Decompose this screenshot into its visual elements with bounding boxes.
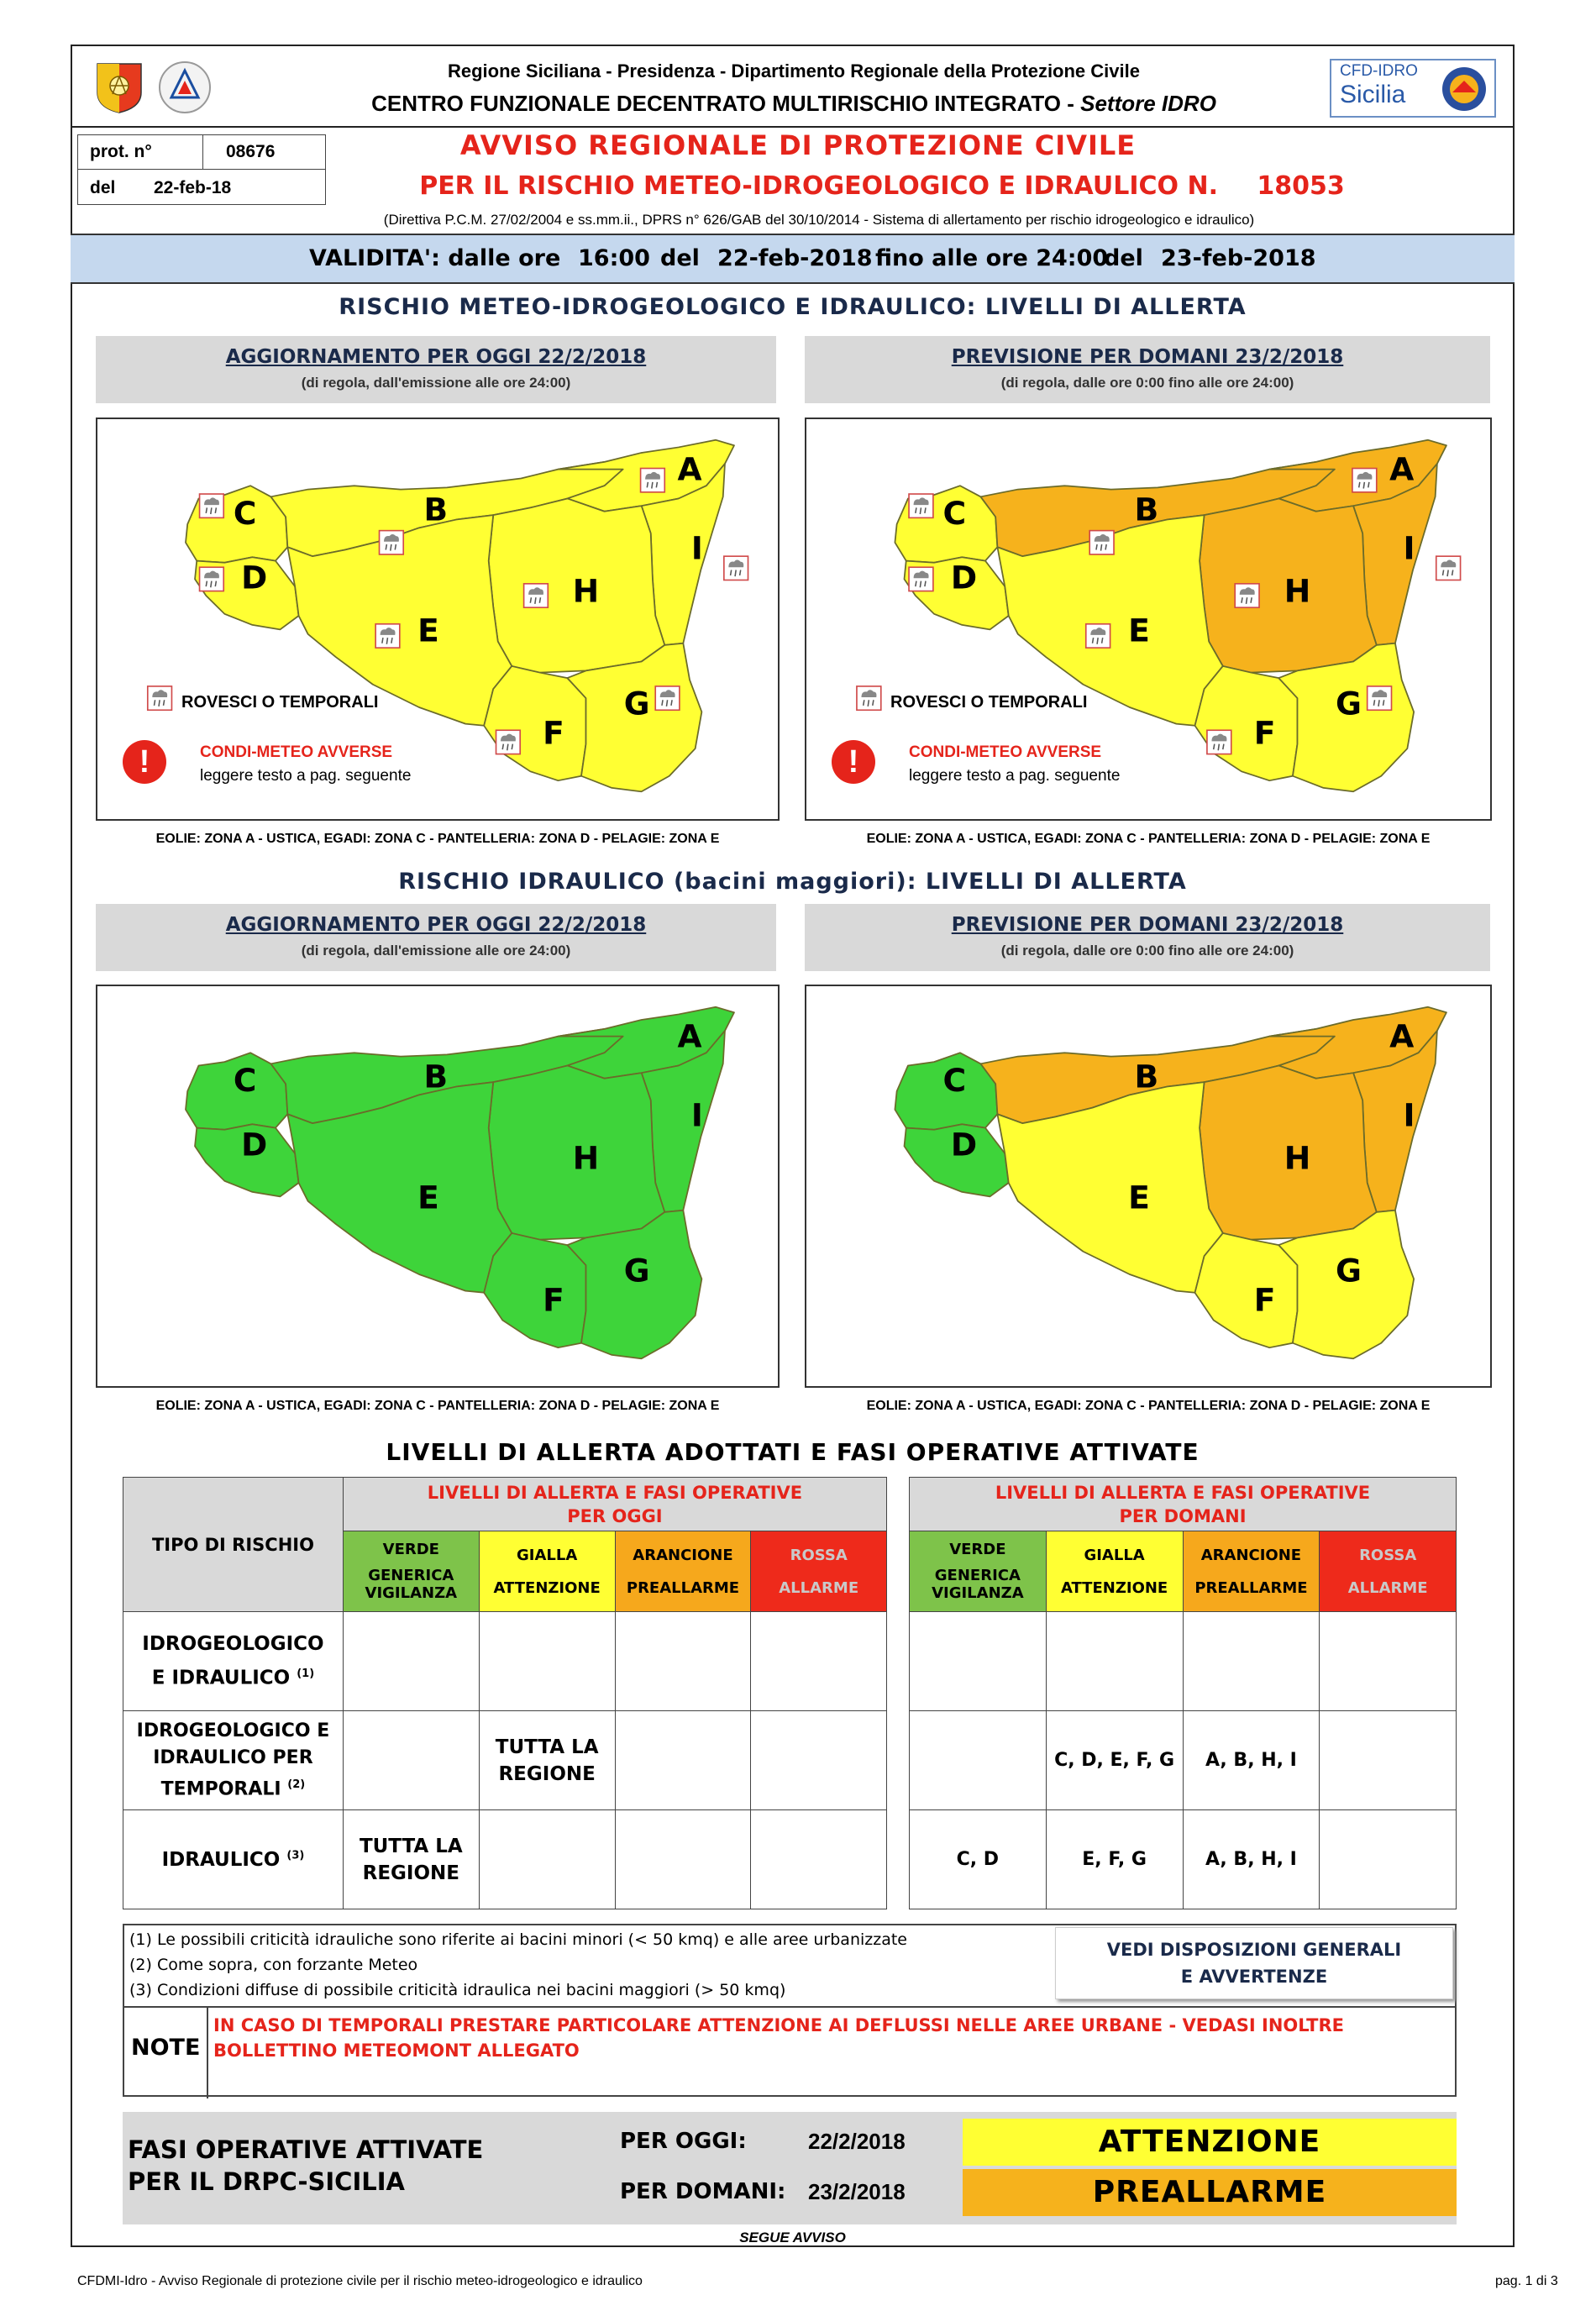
zone-label-b: B <box>1134 491 1159 528</box>
zone-label-i: I <box>1403 1096 1415 1134</box>
sicily-map <box>806 986 1490 1386</box>
avviso-number: 18053 <box>1257 171 1345 201</box>
footnote-3: (3) Condizioni diffuse di possibile criticità idraulica nei bacini maggiori (> 50 kmq) <box>129 1981 786 1999</box>
validity-del2: del <box>1104 245 1143 271</box>
zone-label-d: D <box>950 559 978 596</box>
validity-start-date: 22-feb-2018 <box>717 245 873 271</box>
s1-today-title: AGGIORNAMENTO PER OGGI 22/2/2018 <box>225 346 647 368</box>
cell <box>751 1810 887 1909</box>
row-label: IDRAULICO $^{(3)}$ <box>123 1810 344 1909</box>
storm-icon <box>909 494 933 517</box>
domani-header-line1: LIVELLI DI ALLERTA E FASI OPERATIVE <box>995 1482 1371 1503</box>
validity-end-label: fino alle ore 24:00 <box>875 245 1109 271</box>
storm-icon <box>375 624 400 648</box>
cell <box>751 1711 887 1810</box>
cell <box>910 1612 1047 1711</box>
sector-name: Settore IDRO <box>1080 91 1216 116</box>
fasi-oggi-phase: ATTENZIONE <box>963 2119 1457 2166</box>
zone-label-i: I <box>690 1096 703 1134</box>
s1-tomorrow-header <box>805 336 1490 403</box>
adverse-icon: ! <box>123 740 166 784</box>
title-line-2 <box>336 171 1428 201</box>
prot-number: 08676 <box>226 142 276 161</box>
storm-icon <box>1368 686 1392 710</box>
s1-islands-note-tomorrow: EOLIE: ZONA A - USTICA, EGADI: ZONA C - PANTELLERIA: ZONA D - PELAGIE: ZONA E <box>866 832 1431 846</box>
s2-tomorrow-sub: (di regola, dalle ore 0:00 fino alle ore 24:00) <box>1000 943 1294 959</box>
sicily-map <box>97 986 778 1386</box>
map-meteo-tomorrow <box>805 418 1492 821</box>
storm-icon <box>909 567 933 591</box>
fasi-domani-label: PER DOMANI: <box>620 2179 786 2204</box>
levels-table-title: LIVELLI DI ALLERTA ADOTTATI E FASI OPERATIVE ATTIVATE <box>386 1438 1200 1466</box>
oggi-header-line1: LIVELLI DI ALLERTA E FASI OPERATIVE <box>427 1482 803 1503</box>
cfd-idro-logo <box>1330 59 1496 118</box>
footnote-2: (2) Come sopra, con forzante Meteo <box>129 1956 418 1974</box>
s2-today-header <box>96 904 776 971</box>
note-text: IN CASO DI TEMPORALI PRESTARE PARTICOLARE ATTENZIONE AI DEFLUSSI NELLE AREE URBANE - VEDASI INOLTRE BOLLETTINO METEOMONT ALLEGATO <box>213 2015 1344 2061</box>
cell <box>1046 1612 1183 1711</box>
disposizioni-line2: E AVVERTENZE <box>1180 1967 1328 1987</box>
org-line: Regione Siciliana - Presidenza - Dipartimento Regionale della Protezione Civile <box>448 60 1140 81</box>
cell <box>343 1711 479 1810</box>
storm-icon <box>1086 624 1110 648</box>
zone-label-i: I <box>1403 529 1415 567</box>
cell: C, D, E, F, G <box>1046 1711 1183 1810</box>
tipo-rischio-header: TIPO DI RISCHIO <box>123 1478 344 1612</box>
storm-icon <box>724 556 748 580</box>
validity-end-date: 23-feb-2018 <box>1161 245 1316 271</box>
zone-label-c: C <box>233 495 257 532</box>
zone-label-d: D <box>950 1126 978 1163</box>
fasi-domani-phase: PREALLARME <box>963 2169 1457 2216</box>
s1-islands-note-today: EOLIE: ZONA A - USTICA, EGADI: ZONA C - PANTELLERIA: ZONA D - PELAGIE: ZONA E <box>155 832 720 846</box>
zone-label-f: F <box>1253 714 1276 752</box>
zone-label-d: D <box>241 1126 268 1163</box>
title-line-2-text: PER IL RISCHIO METEO-IDROGEOLOGICO E IDRAULICO N. <box>419 171 1218 201</box>
zone-label-g: G <box>1336 685 1362 722</box>
adverse-label: CONDI-METEO AVVERSE <box>909 743 1102 761</box>
zone-label-h: H <box>1284 1139 1311 1177</box>
level-rossa-header: ROSSA ALLARME <box>1320 1531 1457 1612</box>
zone-label-h: H <box>572 1139 600 1177</box>
domani-header <box>910 1478 1457 1531</box>
footnotes-box <box>123 1924 1457 2097</box>
s1-tomorrow-title: PREVISIONE PER DOMANI 23/2/2018 <box>951 346 1344 368</box>
zone-label-a: A <box>1389 1017 1415 1055</box>
zone-label-f: F <box>543 1281 564 1319</box>
cell: TUTTA LA REGIONE <box>343 1810 479 1909</box>
prot-label: prot. n° <box>90 142 152 161</box>
cell <box>751 1612 887 1711</box>
validity-label: VALIDITA': dalle ore <box>309 245 561 271</box>
storm-icon <box>200 494 224 517</box>
civil-protection-logo <box>155 59 215 116</box>
logo-emblem <box>1441 66 1488 113</box>
zone-f <box>484 666 585 780</box>
cell: C, D <box>910 1810 1047 1909</box>
storm-icon <box>655 686 680 710</box>
zone-label-e: E <box>417 1179 439 1216</box>
center-name: CENTRO FUNZIONALE DECENTRATO MULTIRISCHIO INTEGRATO - <box>371 91 1074 116</box>
validity-del1: del <box>660 245 700 271</box>
del-date: 22-feb-18 <box>154 178 232 197</box>
s2-islands-note-tomorrow: EOLIE: ZONA A - USTICA, EGADI: ZONA C - PANTELLERIA: ZONA D - PELAGIE: ZONA E <box>866 1399 1431 1413</box>
oggi-header <box>343 1478 886 1531</box>
zone-f <box>1195 1233 1298 1347</box>
cell <box>343 1612 479 1711</box>
cell <box>910 1711 1047 1810</box>
zone-label-c: C <box>942 1062 967 1099</box>
zone-label-b: B <box>1134 1058 1159 1095</box>
cell <box>1320 1711 1457 1810</box>
levels-table-domani <box>909 1477 1457 1909</box>
storm-icon <box>1207 730 1231 754</box>
cell <box>479 1612 615 1711</box>
zone-label-h: H <box>572 572 600 610</box>
zone-f <box>1195 666 1298 780</box>
title-line-1: AVVISO REGIONALE DI PROTEZIONE CIVILE <box>459 129 1137 161</box>
zone-label-h: H <box>1284 572 1311 610</box>
levels-table-oggi <box>123 1477 887 1909</box>
logo-text-bottom: Sicilia <box>1340 81 1406 108</box>
note-label: NOTE <box>131 2035 201 2061</box>
level-gialla-header: GIALLA ATTENZIONE <box>479 1531 615 1612</box>
row-label: IDROGEOLOGICO E IDRAULICO PER TEMPORALI $^{(2)}$ <box>123 1711 344 1810</box>
s1-tomorrow-sub: (di regola, dalle ore 0:00 fino alle ore 24:00) <box>1000 375 1294 391</box>
disposizioni-button[interactable] <box>1055 1927 1453 1999</box>
cell <box>1320 1810 1457 1909</box>
s1-today-sub: (di regola, dall'emissione alle ore 24:00) <box>301 375 571 391</box>
adverse-sub: leggere testo a pag. seguente <box>200 767 412 785</box>
cell: A, B, H, I <box>1183 1711 1320 1810</box>
zone-label-e: E <box>1128 1179 1150 1216</box>
zone-label-b: B <box>423 1058 449 1095</box>
zone-label-e: E <box>417 612 439 649</box>
cell <box>615 1810 751 1909</box>
cell: TUTTA LA REGIONE <box>479 1711 615 1810</box>
zone-label-d: D <box>241 559 268 596</box>
cell <box>1320 1612 1457 1711</box>
s2-tomorrow-header <box>805 904 1490 971</box>
map-meteo-today <box>96 418 780 821</box>
segue-avviso: SEGUE AVVISO <box>739 2230 846 2245</box>
storm-icon <box>148 686 172 710</box>
validity-start-time: 16:00 <box>578 245 650 271</box>
zone-label-f: F <box>1253 1281 1276 1319</box>
level-gialla-header: GIALLA ATTENZIONE <box>1046 1531 1183 1612</box>
zone-label-a: A <box>677 1017 702 1055</box>
s2-today-sub: (di regola, dall'emissione alle ore 24:00) <box>301 943 571 959</box>
storm-icon <box>1235 584 1259 607</box>
zone-label-g: G <box>623 1252 650 1289</box>
zone-label-c: C <box>942 495 967 532</box>
zone-label-a: A <box>677 450 702 488</box>
cell <box>615 1612 751 1711</box>
adverse-sub: leggere testo a pag. seguente <box>909 767 1121 785</box>
storm-icon <box>641 469 665 492</box>
map-idraulico-tomorrow <box>805 985 1492 1388</box>
fasi-box <box>123 2112 1457 2224</box>
section1-title: RISCHIO METEO-IDROGEOLOGICO E IDRAULICO: LIVELLI DI ALLERTA <box>339 294 1247 320</box>
protocol-box <box>77 134 326 205</box>
map-idraulico-today <box>96 985 780 1388</box>
adverse-label: CONDI-METEO AVVERSE <box>200 743 393 761</box>
storm-legend-text: ROVESCI O TEMPORALI <box>890 693 1088 712</box>
zone-label-c: C <box>233 1062 257 1099</box>
logo-text-top: CFD-IDRO <box>1340 62 1418 80</box>
directive-text: (Direttiva P.C.M. 27/02/2004 e ss.mm.ii., DPRS n° 626/GAB del 30/10/2014 - Sistema di allertamento per rischio idrogeologico e idraulico) <box>383 212 1255 228</box>
region-crest-logo <box>94 60 144 114</box>
zone-label-g: G <box>1336 1253 1362 1289</box>
s2-islands-note-today: EOLIE: ZONA A - USTICA, EGADI: ZONA C - PANTELLERIA: ZONA D - PELAGIE: ZONA E <box>155 1399 720 1413</box>
footer-page: pag. 1 di 3 <box>1495 2274 1558 2288</box>
disposizioni-line1: VEDI DISPOSIZIONI GENERALI <box>1106 1940 1402 1960</box>
del-label: del <box>90 178 116 197</box>
fasi-oggi-date: 22/2/2018 <box>808 2129 906 2154</box>
fasi-domani-date: 23/2/2018 <box>808 2179 906 2204</box>
storm-icon <box>380 531 404 554</box>
storm-icon <box>1352 469 1377 492</box>
s1-today-header <box>96 336 776 403</box>
s2-today-title: AGGIORNAMENTO PER OGGI 22/2/2018 <box>225 914 647 936</box>
zone-label-a: A <box>1389 450 1415 488</box>
level-rossa-header: ROSSA ALLARME <box>751 1531 887 1612</box>
validity-bar <box>71 234 1515 284</box>
level-arancione-header: ARANCIONE PREALLARME <box>615 1531 751 1612</box>
center-line <box>269 91 1319 117</box>
cell <box>479 1810 615 1909</box>
section2-title: RISCHIO IDRAULICO (bacini maggiori): LIVELLI DI ALLERTA <box>398 869 1187 895</box>
oggi-header-line2: PER OGGI <box>567 1505 663 1526</box>
level-verde-header: VERDE GENERICA VIGILANZA <box>910 1531 1047 1612</box>
zone-label-b: B <box>423 491 449 528</box>
cell <box>1183 1612 1320 1711</box>
storm-icon <box>1089 531 1114 554</box>
storm-icon <box>496 730 521 754</box>
fasi-label-2: PER IL DRPC-SICILIA <box>128 2167 405 2196</box>
level-verde-header: VERDE GENERICA VIGILANZA <box>343 1531 479 1612</box>
zone-label-f: F <box>543 714 564 752</box>
footnote-1: (1) Le possibili criticità idrauliche sono riferite ai bacini minori (< 50 kmq) e alle aree urbanizzate <box>129 1930 907 1949</box>
cell <box>615 1711 751 1810</box>
storm-icon <box>1436 556 1461 580</box>
cell: A, B, H, I <box>1183 1810 1320 1909</box>
storm-icon <box>200 567 224 591</box>
zone-label-i: I <box>690 529 703 567</box>
storm-icon <box>524 584 549 607</box>
storm-icon <box>857 686 881 710</box>
adverse-icon: ! <box>832 740 875 784</box>
fasi-oggi-label: PER OGGI: <box>620 2129 747 2154</box>
s2-tomorrow-title: PREVISIONE PER DOMANI 23/2/2018 <box>951 914 1344 936</box>
zone-f <box>484 1233 585 1347</box>
zone-label-e: E <box>1128 612 1150 649</box>
level-arancione-header: ARANCIONE PREALLARME <box>1183 1531 1320 1612</box>
footer-left: CFDMI-Idro - Avviso Regionale di protezione civile per il rischio meteo-idrogeologico e idraulico <box>77 2274 643 2288</box>
zone-label-g: G <box>623 685 650 722</box>
fasi-label-1: FASI OPERATIVE ATTIVATE <box>128 2135 484 2164</box>
row-label: IDROGEOLOGICO E IDRAULICO $^{(1)}$ <box>123 1612 344 1711</box>
storm-legend-text: ROVESCI O TEMPORALI <box>181 693 379 712</box>
domani-header-line2: PER DOMANI <box>1119 1505 1247 1526</box>
cell: E, F, G <box>1046 1810 1183 1909</box>
